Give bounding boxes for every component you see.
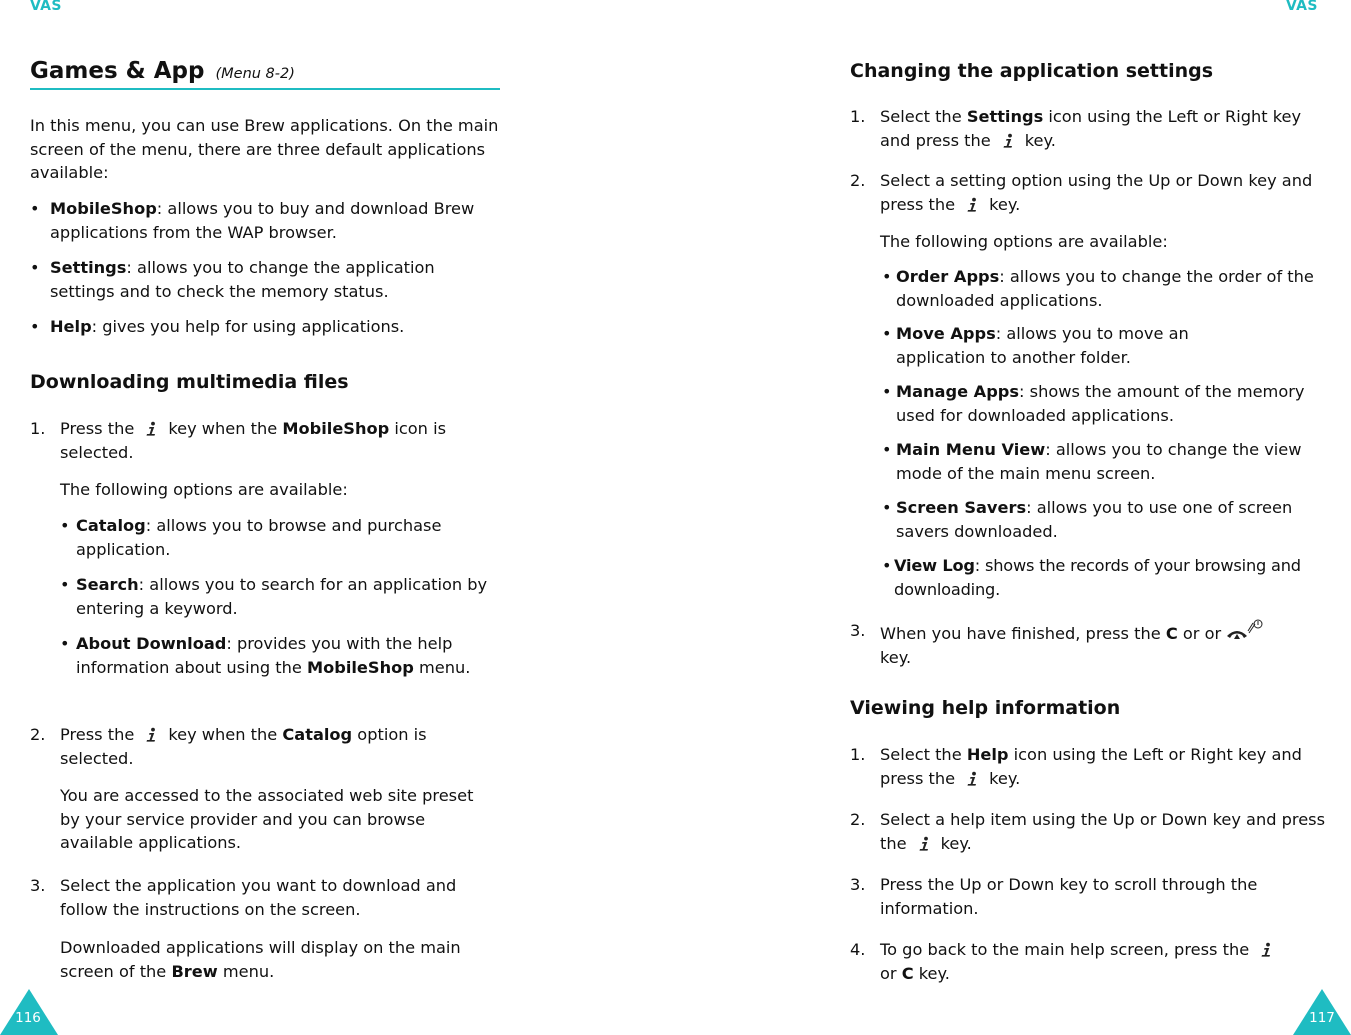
step-number: 1. [850, 745, 866, 764]
step-text: Press the Up or Down key to scroll through the information. [880, 875, 1258, 918]
step-text: When you have finished, press the C or or key. [880, 619, 1320, 669]
step-number: 1. [30, 419, 46, 438]
page-number: 117 [1309, 1010, 1335, 1026]
left-page [0, 0, 540, 1035]
step-number: 3. [850, 621, 866, 640]
bullet: • [30, 258, 40, 277]
app-list-item: • Settings: allows you to change the application settings and to check the memory status. [30, 258, 435, 301]
step-number: 2. [850, 810, 866, 829]
step-number: 3. [30, 876, 46, 895]
options-intro: The following options are available: [880, 232, 1168, 251]
option-item: • Catalog: allows you to browse and purchase application. [60, 516, 442, 559]
step-note: You are accessed to the associated web site preset by your service provider and you can browse available applications. [60, 786, 474, 852]
section-heading: Viewing help information [850, 697, 1121, 719]
step-number: 2. [30, 725, 46, 744]
bullet: • [30, 199, 40, 218]
i-key-icon [1001, 133, 1015, 149]
section-label: VAS [1286, 0, 1318, 14]
step-text: Select a help item using the Up or Down key and press the key. [880, 810, 1326, 853]
option-item: • Main Menu View: allows you to change the view mode of the main menu screen. [882, 440, 1302, 483]
bullet: • [60, 516, 70, 535]
app-list-item: • MobileShop: allows you to buy and download Brew applications from the WAP browser. [30, 199, 475, 242]
bullet: • [882, 498, 892, 517]
option-item: • Screen Savers: allows you to use one of screen savers downloaded. [882, 498, 1293, 541]
bullet: • [60, 634, 70, 653]
i-key-icon [965, 771, 979, 787]
bullet: • [882, 556, 892, 575]
step-note: Downloaded applications will display on the main screen of the Brew menu. [60, 938, 461, 981]
section-heading: Changing the application settings [850, 60, 1214, 82]
bullet: • [30, 317, 40, 336]
option-item: • Move Apps: allows you to move an application to another folder. [882, 324, 1189, 367]
step-text: Select a setting option using the Up or Down key and press the key. [880, 171, 1313, 214]
bullet: • [60, 575, 70, 594]
step-text: Select the application you want to download and follow the instructions on the screen. [60, 876, 457, 919]
i-key-icon [144, 727, 158, 743]
option-item: • View Log: shows the records of your browsing and downloading. [882, 556, 1301, 599]
step-number: 2. [850, 171, 866, 190]
step-number: 1. [850, 107, 866, 126]
option-item: • About Download: provides you with the help information about using the MobileShop menu. [60, 634, 471, 677]
bullet: • [882, 267, 892, 286]
bullet: • [882, 324, 892, 343]
options-intro: The following options are available: [60, 480, 348, 499]
section-heading: Downloading multimedia files [30, 371, 349, 393]
i-key-icon [144, 421, 158, 437]
option-item: • Order Apps: allows you to change the order of the downloaded applications. [882, 267, 1314, 310]
option-item: • Search: allows you to search for an application by entering a keyword. [60, 575, 488, 618]
step-text: To go back to the main help screen, press the or C key. [880, 938, 1330, 985]
step-text: Select the Help icon using the Left or Right key and press the key. [880, 745, 1302, 788]
title-text: Games & App [30, 58, 205, 84]
right-page [820, 0, 1351, 1035]
page-title [30, 58, 500, 90]
step-text: Press the key when the MobileShop icon is selected. [60, 419, 446, 462]
section-label: VAS [30, 0, 62, 14]
app-list-item: • Help: gives you help for using applications. [30, 315, 500, 339]
intro-paragraph: In this menu, you can use Brew applications. On the main screen of the menu, there are three default applications available: [30, 116, 499, 182]
step-number: 4. [850, 940, 866, 959]
step-number: 3. [850, 875, 866, 894]
page-number: 116 [15, 1010, 41, 1026]
bullet: • [882, 382, 892, 401]
end-power-key-icon [1225, 619, 1265, 643]
i-key-icon [917, 836, 931, 852]
step-text: Press the key when the Catalog option is selected. [60, 725, 427, 768]
i-key-icon [965, 197, 979, 213]
bullet: • [882, 440, 892, 459]
step-text: Select the Settings icon using the Left or Right key and press the key. [880, 107, 1302, 150]
i-key-icon [1259, 942, 1273, 958]
title-menu-ref: (Menu 8-2) [215, 66, 295, 82]
option-item: • Manage Apps: shows the amount of the memory used for downloaded applications. [882, 382, 1305, 425]
